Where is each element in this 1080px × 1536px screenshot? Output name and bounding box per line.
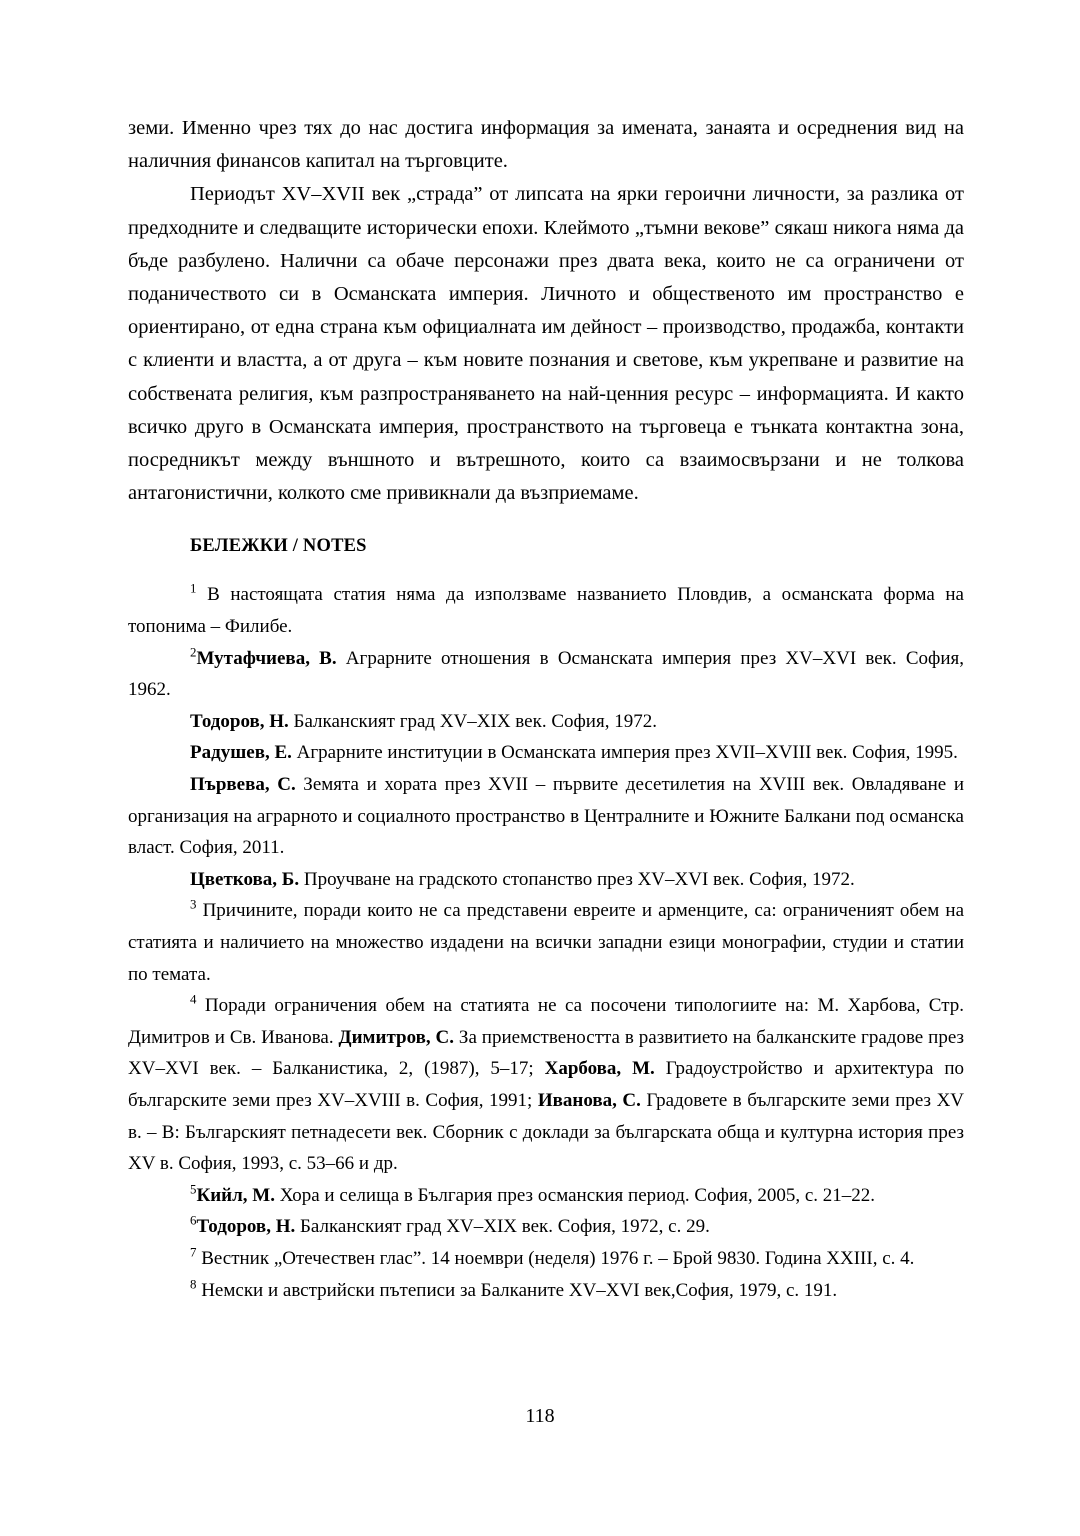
note-item-4 — [128, 737, 964, 769]
note-marker: 2 — [190, 644, 197, 660]
note-author: Кийл, М. — [196, 1184, 275, 1206]
note-text: Аграрните институции в Османската империя през XVII–XVIII век. София, 1995. — [291, 742, 958, 764]
note-text: Причините, поради които не са представени евреите и арменците, са: ограниченият обем на статията и наличието на множество издадени на всички западни езици монографии, студии и статии по темата. — [128, 900, 964, 985]
note-item-1 — [128, 579, 964, 642]
note-author: Мутафчиева, В. — [196, 647, 337, 669]
note-text: Аграрните отношения в Османската империя през XV–XVI век. София, 1962. — [128, 647, 964, 701]
note-marker: 4 — [190, 991, 197, 1007]
note-item-7 — [128, 895, 964, 990]
note-text: Поради ограничения обем на статията не са посочени типологиите на: М. Харбова, Стр. Димитров и Св. Иванова. — [128, 995, 964, 1048]
note-author: Първева, С. — [190, 774, 296, 795]
note-text: Хора и селища в България през османския период. София, 2005, с. 21–22. — [274, 1184, 875, 1206]
note-text: Градовете в българските земи през XV в. – В: Българският петнадесети век. Сборник с доклади за българската обща и културна история през XV в. София, 1993, с. 53–66 и др. — [128, 1089, 965, 1175]
note-author: Тодоров, Н. — [190, 710, 289, 732]
note-item-8 — [128, 990, 964, 1180]
note-item-10 — [128, 1211, 964, 1243]
note-marker: 7 — [190, 1244, 197, 1260]
body-paragraph-1: земи. Именно чрез тях до нас достига информация за имената, занаята и осреднения вид на наличния финансов капитал на търговците. — [128, 117, 964, 173]
note-item-6 — [128, 864, 964, 896]
notes-heading: БЕЛЕЖКИ / NOTES — [190, 536, 367, 557]
note-marker: 5 — [190, 1181, 197, 1197]
note-item-2 — [128, 643, 964, 706]
note-text: Немски и австрийски пътеписи за Балканите XV–XVI век,София, 1979, с. 191. — [196, 1279, 838, 1301]
note-marker: 3 — [190, 897, 197, 913]
note-marker: 6 — [190, 1212, 197, 1228]
note-item-9 — [128, 1180, 964, 1212]
note-text: За приемствеността в развитието на балканските градове през XV–XVI век. – Балканистика, 2, (1987), 5–17; — [128, 1026, 964, 1080]
note-text: Балканският град XV–XIX век. София, 1972. — [288, 710, 657, 732]
note-text: Градоустройство и архитектура по българските земи през XV–XVIII в. София, 1991; — [128, 1058, 964, 1111]
note-text: Балканският град XV–XIX век. София, 1972, с. 29. — [295, 1216, 710, 1238]
note-author: Тодоров, Н. — [196, 1216, 296, 1238]
note-item-3 — [128, 706, 964, 738]
note-author: Цветкова, Б. — [190, 868, 300, 890]
note-marker: 1 — [190, 581, 197, 597]
note-item-5 — [128, 769, 964, 864]
note-author: Харбова, М. — [544, 1058, 655, 1080]
note-text: Вестник „Отечествен глас”. 14 ноември (неделя) 1976 г. – Брой 9830. Година XXIII, с. 4. — [196, 1247, 915, 1269]
page-content — [128, 112, 964, 1306]
note-marker: 8 — [190, 1276, 197, 1292]
note-text: Земята и хората през XVII – първите десетилетия на XVIII век. Овладяване и организация на аграрното и социалното пространство в Централните и Южните Балкани под османска власт. София, 2011. — [128, 774, 964, 859]
note-text: Проучване на градското стопанство през XV–XVI век. София, 1972. — [299, 868, 855, 890]
page-number: 118 — [525, 1405, 555, 1427]
note-item-12 — [128, 1275, 964, 1307]
note-author: Радушев, Е. — [190, 742, 292, 764]
note-text: В настоящата статия няма да използваме названието Пловдив, а османската форма на топонима – Филибе. — [128, 584, 964, 638]
body-paragraph-2: Периодът XV–XVII век „страда” от липсата на ярки героични личности, за разлика от предходните и следващите исторически епохи. Клеймото „тъмни векове” сякаш никога няма да бъде разбулено. Налични са обаче персонажи през двата века, които не са ограничени от поданичеството си в Османската империя. Личното и общественото им пространство е ориентирано, от една страна към официалната им дейност – производство, продажба, контакти с клиенти и властта, а от друга – към новите познания и светове, към укрепване и развитие на собствената религия, към разпространяването на най-ценния ресурс – информацията. И както всичко друго в Османската империя, пространството на търговеца е тънката контактна зона, посредникът между външното и вътрешното, които са взаимосвързани и не толкова антагонистични, колкото сме привикнали да възприемаме. — [128, 183, 964, 505]
note-author: Иванова, С. — [537, 1089, 641, 1111]
note-item-11 — [128, 1243, 964, 1275]
note-author: Димитров, С. — [338, 1026, 455, 1048]
